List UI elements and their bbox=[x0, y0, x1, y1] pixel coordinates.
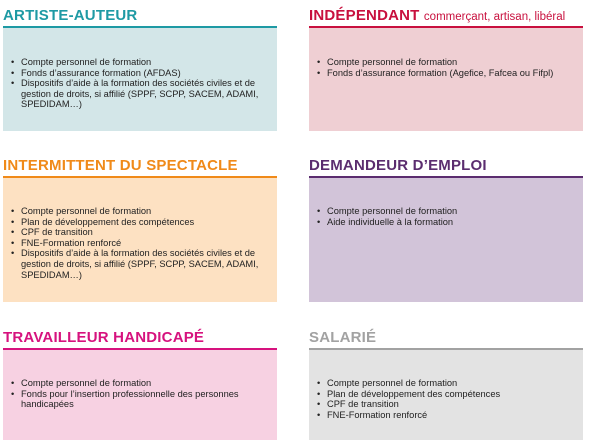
list-item bbox=[11, 78, 266, 110]
panel-title-text: INDÉPENDANT bbox=[309, 7, 420, 24]
panel-travailleur-handicape bbox=[3, 329, 277, 440]
panel-salarie bbox=[309, 329, 583, 440]
list-item-text: CPF de transition bbox=[21, 227, 93, 238]
list-item-text: Compte personnel de formation bbox=[327, 206, 458, 216]
list-item bbox=[11, 248, 266, 280]
bullet-icon: • bbox=[11, 237, 15, 248]
bullet-icon: • bbox=[11, 248, 15, 259]
panel-box bbox=[309, 178, 583, 302]
list-item bbox=[317, 57, 575, 68]
list-item bbox=[317, 206, 575, 217]
bullet-icon: • bbox=[317, 206, 321, 216]
bullet-icon: • bbox=[11, 67, 15, 78]
item-list bbox=[317, 378, 575, 420]
panel-title-text: TRAVAILLEUR HANDICAPÉ bbox=[3, 329, 205, 346]
bullet-icon: • bbox=[11, 388, 15, 399]
bullet-icon: • bbox=[11, 216, 15, 227]
list-item bbox=[11, 389, 266, 410]
list-item-text: Compte personnel de formation bbox=[21, 57, 152, 67]
panel-title-text: ARTISTE-AUTEUR bbox=[3, 7, 138, 24]
panel-artiste-auteur bbox=[3, 7, 277, 131]
bullet-icon: • bbox=[317, 67, 321, 78]
list-item-text: FNE-Formation renforcé bbox=[327, 409, 428, 420]
list-item-text: Compte personnel de formation bbox=[327, 378, 458, 388]
list-item bbox=[11, 68, 266, 79]
list-item bbox=[11, 57, 266, 68]
list-item bbox=[317, 399, 575, 410]
list-item-text: Plan de développement des compétences bbox=[21, 216, 195, 227]
bullet-icon: • bbox=[11, 78, 15, 89]
list-item-text: Compte personnel de formation bbox=[21, 378, 152, 388]
list-item-text: Aide individuelle à la formation bbox=[327, 216, 454, 227]
list-item-text: Dispositifs d’aide à la formation des sociétés civiles et de gestion de droits, si affilié (SPPF, SCPP, SACEM, ADAMI, SPEDIDAM…) bbox=[21, 78, 259, 110]
bullet-icon: • bbox=[11, 378, 15, 388]
list-item-text: CPF de transition bbox=[327, 399, 399, 410]
panel-box bbox=[309, 28, 583, 131]
panel-subtitle: commerçant, artisan, libéral bbox=[423, 11, 566, 23]
panel-title bbox=[309, 329, 376, 348]
bullet-icon: • bbox=[317, 216, 321, 227]
list-item bbox=[11, 217, 266, 228]
list-item-text: Dispositifs d’aide à la formation des sociétés civiles et de gestion de droits, si affilié (SPPF, SCPP, SACEM, ADAMI, SPEDIDAM…) bbox=[21, 248, 259, 280]
item-list bbox=[317, 57, 575, 78]
item-list bbox=[11, 378, 266, 410]
bullet-icon: • bbox=[317, 409, 321, 420]
list-item bbox=[11, 227, 266, 238]
list-item-text: Compte personnel de formation bbox=[21, 206, 152, 216]
panel-title-text: DEMANDEUR D’EMPLOI bbox=[309, 157, 487, 174]
list-item bbox=[317, 217, 575, 228]
bullet-icon: • bbox=[11, 227, 15, 238]
bullet-icon: • bbox=[317, 57, 321, 67]
list-item bbox=[317, 68, 575, 79]
list-item-text: Compte personnel de formation bbox=[327, 57, 458, 67]
list-item-text: Fonds d’assurance formation (Agefice, Fafcea ou Fifpl) bbox=[327, 67, 554, 78]
panel-title-text: INTERMITTENT DU SPECTACLE bbox=[3, 157, 238, 174]
list-item-text: FNE-Formation renforcé bbox=[21, 237, 122, 248]
bullet-icon: • bbox=[11, 206, 15, 216]
list-item-text: Fonds pour l’insertion professionnelle des personnes handicapées bbox=[21, 388, 239, 410]
bullet-icon: • bbox=[317, 378, 321, 388]
bullet-icon: • bbox=[317, 388, 321, 399]
panel-title-text: SALARIÉ bbox=[309, 329, 377, 346]
list-item-text: Fonds d’assurance formation (AFDAS) bbox=[21, 67, 181, 78]
panel-intermittent bbox=[3, 157, 277, 302]
list-item bbox=[11, 206, 266, 217]
list-item bbox=[11, 378, 266, 389]
list-item bbox=[317, 389, 575, 400]
list-item bbox=[317, 410, 575, 421]
list-item bbox=[317, 378, 575, 389]
bullet-icon: • bbox=[11, 57, 15, 67]
panel-title bbox=[3, 157, 238, 176]
panel-title bbox=[309, 7, 565, 26]
list-item-text: Plan de développement des compétences bbox=[327, 388, 501, 399]
item-list bbox=[317, 206, 575, 227]
panel-demandeur-emploi bbox=[309, 157, 583, 302]
panel-title bbox=[3, 329, 204, 348]
item-list bbox=[11, 57, 266, 110]
item-list bbox=[11, 206, 266, 280]
panel-independant bbox=[309, 7, 583, 131]
panel-title bbox=[309, 157, 487, 176]
panel-title bbox=[3, 7, 137, 26]
bullet-icon: • bbox=[317, 399, 321, 410]
list-item bbox=[11, 238, 266, 249]
